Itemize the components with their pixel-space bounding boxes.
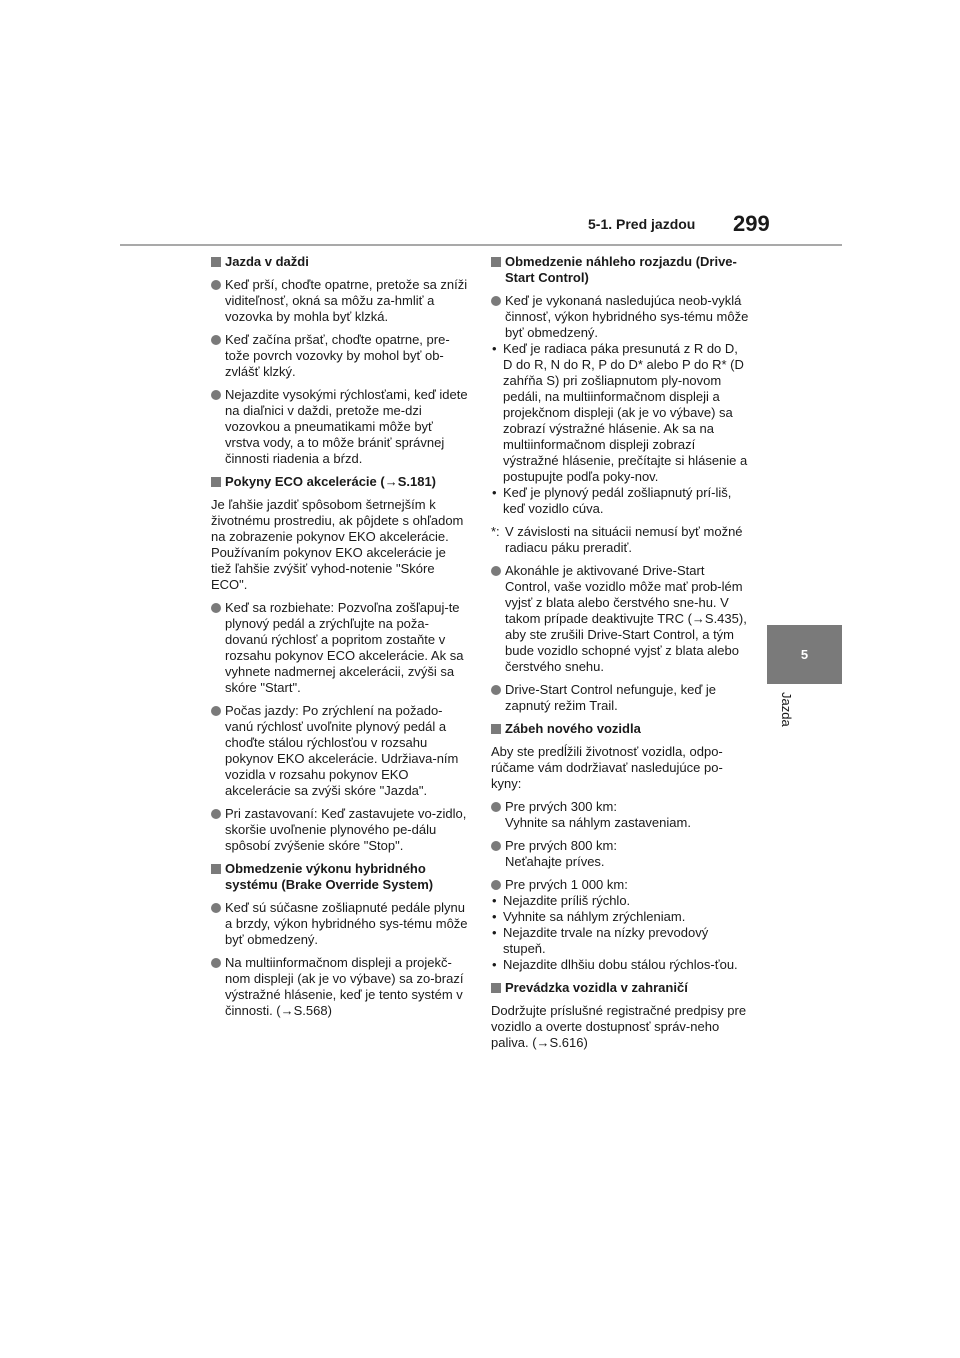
- sub-list-item: • Keď je plynový pedál zošliapnutý prí-liš, keď vozidlo cúva.: [491, 485, 749, 517]
- bullet-item: Keď sú súčasne zošliapnuté pedále plynu a brzdy, výkon hybridného sys-tému môže byť obmedzený.: [211, 900, 469, 948]
- bullet-item: Keď je vykonaná nasledujúca neob-vyklá činnosť, výkon hybridného sys-tému môže byť obmedzený.: [491, 293, 749, 341]
- sub-list-item: • Nejazdite príliš rýchlo.: [491, 893, 749, 909]
- bullet-item: [491, 838, 749, 870]
- left-column: [211, 254, 469, 1026]
- page-number: 299: [733, 211, 770, 236]
- heading-drive-start-control: Obmedzenie náhleho rozjazdu (Drive-Start Control): [491, 254, 749, 286]
- bullet-item-detail: Neťahajte príves.: [505, 854, 605, 869]
- header-divider: [120, 244, 842, 246]
- bullet-item: Keď začína pršať, choďte opatrne, pre-tože povrch vozovky by mohol byť ob-zvlášť klzký.: [211, 332, 469, 380]
- sub-list-item: • Nejazdite dlhšiu dobu stálou rýchlos-ťou.: [491, 957, 749, 973]
- sub-list-item: • Vyhnite sa náhlym zrýchleniam.: [491, 909, 749, 925]
- heading-abroad: Prevádzka vozidla v zahraničí: [491, 980, 749, 996]
- bullet-item: Pri zastavovaní: Keď zastavujete vo-zidlo, skoršie uvoľnenie plynového pe-dálu spôsobí zvýšenie skóre "Stop".: [211, 806, 469, 854]
- chapter-tab: [767, 625, 842, 684]
- chapter-tab-number: 5: [800, 647, 809, 662]
- chapter-side-label: [772, 692, 812, 752]
- footnote-mark: *:: [491, 524, 500, 539]
- bullet-item: Keď prší, choďte opatrne, pretože sa zníži viditeľnosť, okná sa môžu za-hmliť a vozovka by mohla byť klzká.: [211, 277, 469, 325]
- bullet-item-title: Pre prvých 800 km:: [505, 838, 617, 853]
- bullet-item-title: Pre prvých 300 km:: [505, 799, 617, 814]
- bullet-item: [491, 799, 749, 831]
- right-column: [491, 254, 749, 1058]
- bullet-item: Na multiinformačnom displeji a projekč-nom displeji (ak je vo výbave) sa zo-brazí výstražné hlásenie, keď je tento systém v činnosti. (→S.568): [211, 955, 469, 1019]
- heading-brake-override: Obmedzenie výkonu hybridného systému (Brake Override System): [211, 861, 469, 893]
- bullet-item: Pre prvých 1 000 km:: [491, 877, 749, 893]
- footnote-text: V závislosti na situácii nemusí byť možné radiacu páku preradiť.: [505, 524, 743, 555]
- bullet-item: Nejazdite vysokými rýchlosťami, keď idete na diaľnici v daždi, pretože me-dzi vozovkou a pneumatikami môže byť vrstva vody, a to môže brániť správnej činnosti riadenia a bŕzd.: [211, 387, 469, 467]
- bullet-item-detail: Vyhnite sa náhlym zastaveniam.: [505, 815, 691, 830]
- paragraph: Aby ste predĺžili životnosť vozidla, odpo-rúčame vám dodržiavať nasledujúce po-kyny:: [491, 744, 723, 791]
- bullet-item: Počas jazdy: Po zrýchlení na požado-vanú rýchlosť uvoľnite plynový pedál a choďte stálou rýchlosťou v rozsahu pokynov EKO akcelerácie. Udržiava-ním vozidla v rozsahu pokynov EKO akcelerácie sa zvýši skóre "Jazda".: [211, 703, 469, 799]
- bullet-item: Keď sa rozbiehate: Pozvoľna zošľapuj-te plynový pedál a zrýchľujte na poža-dovanú rýchlosť a popritom zostaňte v rozsahu pokynov ECO akcelerácie. Ak sa vyhnete nadmernej akcelerácii, zvýši sa skóre "Start".: [211, 600, 469, 696]
- sub-list-item: • Nejazdite trvale na nízky prevodový stupeň.: [491, 925, 749, 957]
- chapter-side-label-text: Jazda: [779, 692, 794, 727]
- bullet-item: Drive-Start Control nefunguje, keď je zapnutý režim Trail.: [491, 682, 749, 714]
- bullet-item: Akonáhle je aktivované Drive-Start Control, vaše vozidlo môže mať prob-lém vyjsť z blata alebo čerstvého sne-hu. V takom prípade deaktivujte TRC (→S.435), aby ste zrušili Drive-Start Control, a tým bude vozidlo schopné vyjsť z blata alebo čerstvého snehu.: [491, 563, 749, 675]
- paragraph: Je ľahšie jazdiť spôsobom šetrnejším k životnému prostrediu, ak pôjdete s ohľadom na zobrazenie pokynov EKO akcelerácie. Používaním pokynov EKO akcelerácie je tiež ľahšie zvýšiť vyhod-notenie "Skóre ECO".: [211, 497, 464, 592]
- heading-eco-acceleration: Pokyny ECO akcelerácie (→S.181): [211, 474, 469, 490]
- footnote: [491, 524, 749, 556]
- header-section-title: 5-1. Pred jazdou: [588, 216, 696, 232]
- heading-rain-driving: Jazda v daždi: [211, 254, 469, 270]
- sub-list-item: • Keď je radiaca páka presunutá z R do D, D do R, N do R, P do D* alebo P do R* (D zahŕňa S) pri zošliapnutom ply-novom pedáli, na multiinformačnom displeji a projekčnom displeji (ak je vo výbave) sa zobrazí výstražné hlásenie. Ak sa na multiinformačnom displeji zobrazí výstražné hlásenie, prečítajte si hlásenie a postupujte podľa poky-nov.: [491, 341, 749, 485]
- paragraph: Dodržujte príslušné registračné predpisy pre vozidlo a overte dostupnosť správ-neho paliva. (→S.616): [491, 1003, 747, 1050]
- heading-break-in: Zábeh nového vozidla: [491, 721, 749, 737]
